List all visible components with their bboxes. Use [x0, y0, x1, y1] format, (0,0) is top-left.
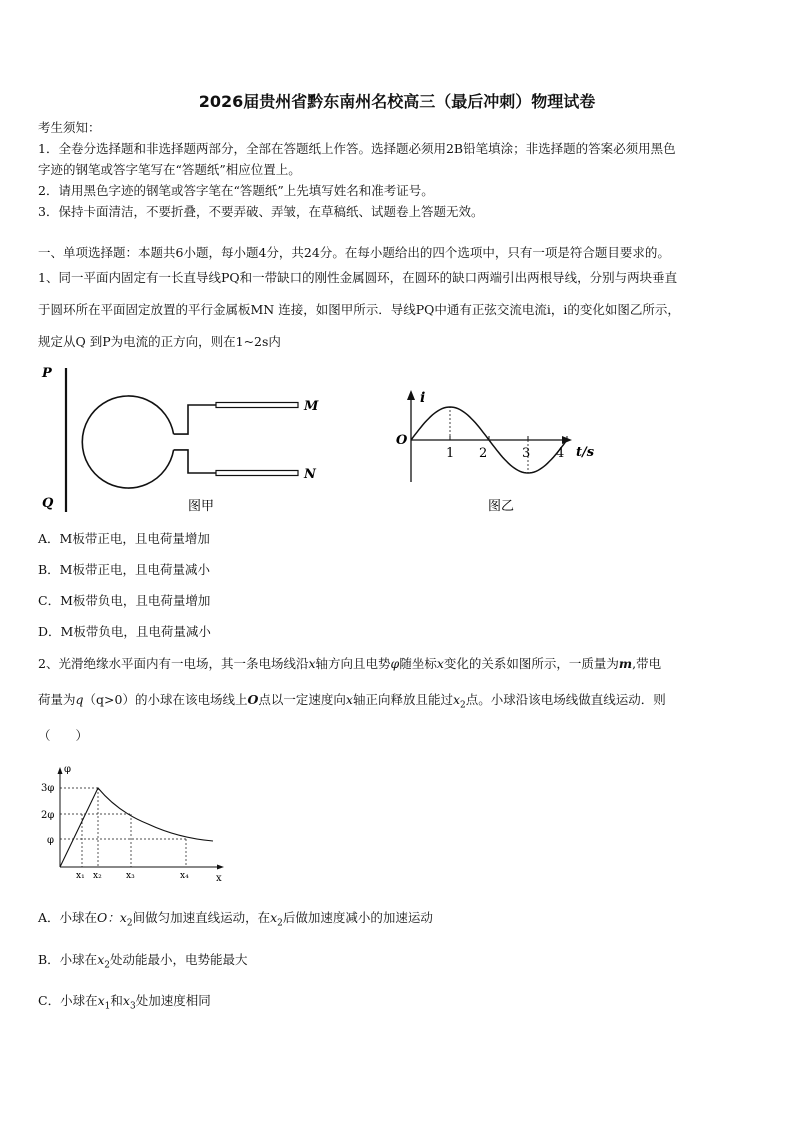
notice-item: 2．请用黑色字迹的钢笔或答字笔在“答题纸”上先填写姓名和准考证号。 — [38, 183, 434, 198]
q2-option-c: C．小球在$x_1$和$x_3$处加速度相同 — [38, 993, 211, 1012]
tick-2: 2 — [479, 446, 488, 461]
x-tick-x1: x₁ — [76, 871, 85, 881]
option-c: C．M板带负电，且电荷量增加 — [38, 593, 211, 608]
phi-axis-arrow — [58, 767, 63, 774]
plate-m — [216, 403, 298, 408]
x-tick-x3: x₃ — [126, 871, 135, 881]
option-b: B．M板带正电，且电荷量减小 — [38, 562, 210, 577]
tick-3: 3 — [522, 446, 531, 461]
page-title: 2026届贵州省黔东南州名校高三（最后冲刺）物理试卷 — [198, 92, 596, 111]
x-tick-x2: x₂ — [93, 871, 102, 881]
tick-4: 4 — [556, 446, 565, 461]
answer-blank: （ ） — [38, 728, 89, 743]
origin-label: O — [396, 433, 408, 448]
label-q: Q — [42, 496, 54, 511]
metal-ring — [82, 396, 173, 488]
plate-n — [216, 471, 298, 476]
notice-item: 3．保持卡面清洁，不要折叠，不要弄破、弄皱，在草稿纸、试题卷上答题无效。 — [38, 204, 484, 219]
question-2-line2: 荷量为q（q>0）的小球在该电场线上O点以一定速度向x轴正向释放且能过$x_2$点。小球沿该电场线做直线运动．则 — [38, 692, 666, 711]
q2-option-b: B．小球在$x_2$处动能最小，电势能最大 — [38, 952, 248, 971]
notice-heading: 考生须知： — [38, 120, 101, 135]
option-d: D．M板带负电，且电荷量减小 — [38, 624, 211, 639]
q2-option-a: A．小球在O：$x_2$间做匀加速直线运动，在$x_2$后做加速度减小的加速运动 — [38, 910, 433, 929]
section-heading: 一、单项选择题：本题共6小题，每小题4分，共24分。在每小题给出的四个选项中，只有一项是符合题目要求的。 — [38, 245, 670, 260]
x-axis-label: x — [216, 873, 222, 884]
lead-wires — [174, 405, 216, 473]
label-m: M — [304, 399, 319, 414]
notice-item: 字迹的钢笔或答字笔写在“答题纸”相应位置上。 — [38, 162, 301, 177]
y-tick-2phi: 2φ — [41, 810, 55, 821]
axis-i-label: i — [420, 390, 426, 406]
axis-t-label: t/s — [576, 445, 595, 460]
tick-1: 1 — [446, 446, 455, 461]
i-axis-arrow — [407, 390, 415, 400]
label-p: P — [42, 366, 52, 381]
caption-left: 图甲 — [188, 499, 215, 514]
notice-item: 1．全卷分选择题和非选择题两部分，全部在答题纸上作答。选择题必须用2B铅笔填涂；非选择题的答案必须用黑色 — [38, 141, 676, 156]
y-tick-3phi: 3φ — [41, 783, 55, 794]
figure-2 — [38, 762, 238, 887]
figure-1 — [38, 362, 598, 517]
x-tick-x4: x₄ — [180, 871, 189, 881]
y-tick-phi: φ — [47, 835, 55, 846]
question-1-line: 于圆环所在平面固定放置的平行金属板MN 连接，如图甲所示．导线PQ中通有正弦交流电流i，i的变化如图乙所示， — [38, 302, 680, 317]
question-2-line1: 2、光滑绝缘水平面内有一电场，其一条电场线沿x轴方向且电势φ随坐标x变化的关系如图所示，一质量为m,带电 — [38, 656, 662, 671]
x-axis-arrow — [217, 865, 224, 870]
question-1-line: 1、同一平面内固定有一长直导线PQ和一带缺口的刚性金属圆环，在圆环的缺口两端引出两根导线，分别与两块垂直 — [38, 270, 678, 285]
caption-right: 图乙 — [488, 499, 515, 514]
potential-curve — [60, 788, 213, 867]
label-n: N — [304, 467, 316, 482]
option-a: A．M板带正电，且电荷量增加 — [38, 531, 210, 546]
question-1-line: 规定从Q 到P为电流的正方向，则在1~2s内 — [38, 334, 281, 349]
phi-axis-label: φ — [64, 764, 72, 775]
